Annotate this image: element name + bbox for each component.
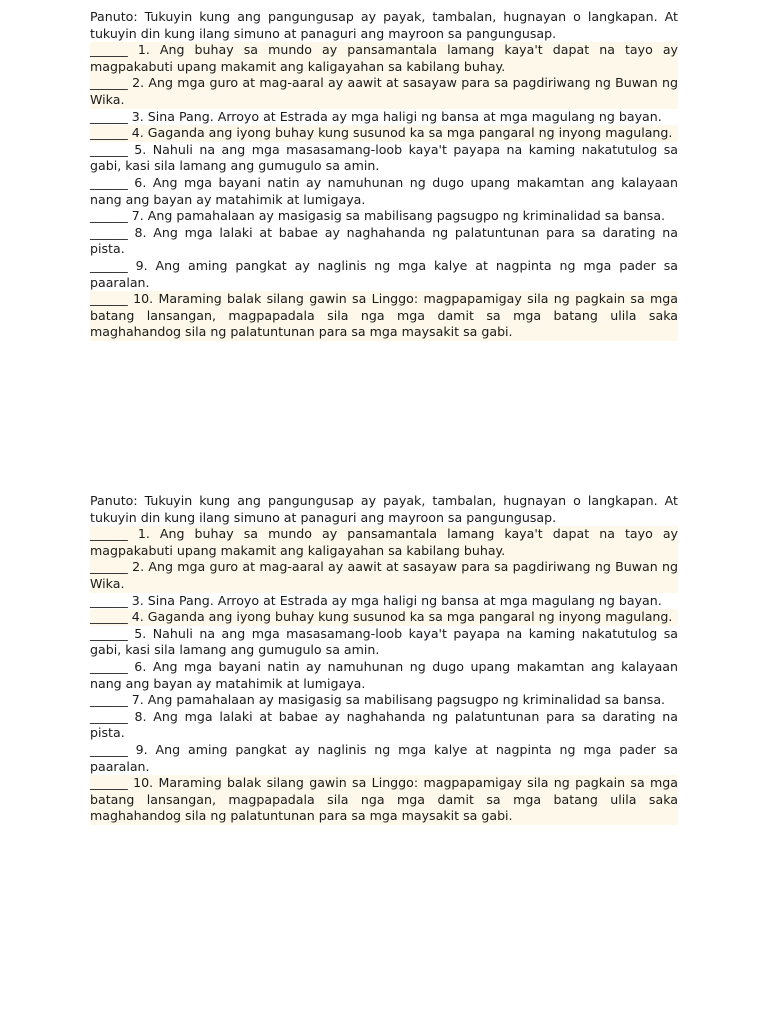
- item-9: ______ 9. Ang aming pangkat ay naglinis ng mga kalye at nagpinta ng mga pader sa paaralan.: [90, 741, 678, 774]
- item-4: ______ 4. Gaganda ang iyong buhay kung susunod ka sa mga pangaral ng inyong magulang.: [90, 609, 678, 626]
- item-6: ______ 6. Ang mga bayani natin ay namuhunan ng dugo upang makamtan ang kalayaan nang ang bayan ay matahimik at lumigaya.: [90, 658, 678, 691]
- item-10: ______ 10. Maraming balak silang gawin sa Linggo: magpapamigay sila ng pagkain sa mga batang lansangan, magpapadala sila nga mga damit sa mga batang ulila saka maghahandog sila ng palatuntunan para sa mga maysakit sa gabi.: [90, 291, 678, 340]
- item-7: ______ 7. Ang pamahalaan ay masigasig sa mabilisang pagsugpo ng kriminalidad sa bansa.: [90, 208, 666, 224]
- item-6: ______ 6. Ang mga bayani natin ay namuhunan ng dugo upang makamtan ang kalayaan nang ang bayan ay matahimik at lumigaya.: [90, 174, 678, 207]
- instruction: Panuto: Tukuyin kung ang pangungusap ay payak, tambalan, hugnayan o langkapan. At tukuyin din kung ilang simuno at panaguri ang mayroon sa pangungusap.: [90, 493, 678, 525]
- item-3: ______ 3. Sina Pang. Arroyo at Estrada ay mga haligi ng bansa at mga magulang ng bayan.: [90, 108, 662, 124]
- item-4: ______ 4. Gaganda ang iyong buhay kung susunod ka sa mga pangaral ng inyong magulang.: [90, 125, 678, 142]
- instruction: Panuto: Tukuyin kung ang pangungusap ay payak, tambalan, hugnayan o langkapan. At tukuyin din kung ilang simuno at panaguri ang mayroon sa pangungusap.: [90, 9, 678, 41]
- item-7: ______ 7. Ang pamahalaan ay masigasig sa mabilisang pagsugpo ng kriminalidad sa bansa.: [90, 692, 666, 708]
- item-5: ______ 5. Nahuli na ang mga masasamang-loob kaya't payapa na kaming nakatutulog sa gabi, kasi sila lamang ang gumugulo sa amin.: [90, 625, 678, 658]
- item-8: ______ 8. Ang mga lalaki at babae ay naghahanda ng palatuntunan para sa darating na pista.: [90, 708, 678, 741]
- item-9: ______ 9. Ang aming pangkat ay naglinis ng mga kalye at nagpinta ng mga pader sa paaralan.: [90, 257, 678, 290]
- worksheet-2: [90, 493, 678, 825]
- item-2: ______ 2. Ang mga guro at mag-aaral ay aawit at sasayaw para sa pagdiriwang ng Buwan ng Wika.: [90, 75, 678, 107]
- item-1: ______ 1. Ang buhay sa mundo ay pansamantala lamang kaya't dapat na tayo ay magpakabuti upang makamit ang kaligayahan sa kabilang buhay.: [90, 526, 678, 558]
- worksheet-1: [90, 9, 678, 341]
- item-5: ______ 5. Nahuli na ang mga masasamang-loob kaya't payapa na kaming nakatutulog sa gabi, kasi sila lamang ang gumugulo sa amin.: [90, 141, 678, 174]
- item-3: ______ 3. Sina Pang. Arroyo at Estrada ay mga haligi ng bansa at mga magulang ng bayan.: [90, 592, 662, 608]
- item-1: ______ 1. Ang buhay sa mundo ay pansamantala lamang kaya't dapat na tayo ay magpakabuti upang makamit ang kaligayahan sa kabilang buhay.: [90, 42, 678, 74]
- item-8: ______ 8. Ang mga lalaki at babae ay naghahanda ng palatuntunan para sa darating na pista.: [90, 224, 678, 257]
- item-2: ______ 2. Ang mga guro at mag-aaral ay aawit at sasayaw para sa pagdiriwang ng Buwan ng Wika.: [90, 559, 678, 591]
- item-10: ______ 10. Maraming balak silang gawin sa Linggo: magpapamigay sila ng pagkain sa mga batang lansangan, magpapadala sila nga mga damit sa mga batang ulila saka maghahandog sila ng palatuntunan para sa mga maysakit sa gabi.: [90, 775, 678, 824]
